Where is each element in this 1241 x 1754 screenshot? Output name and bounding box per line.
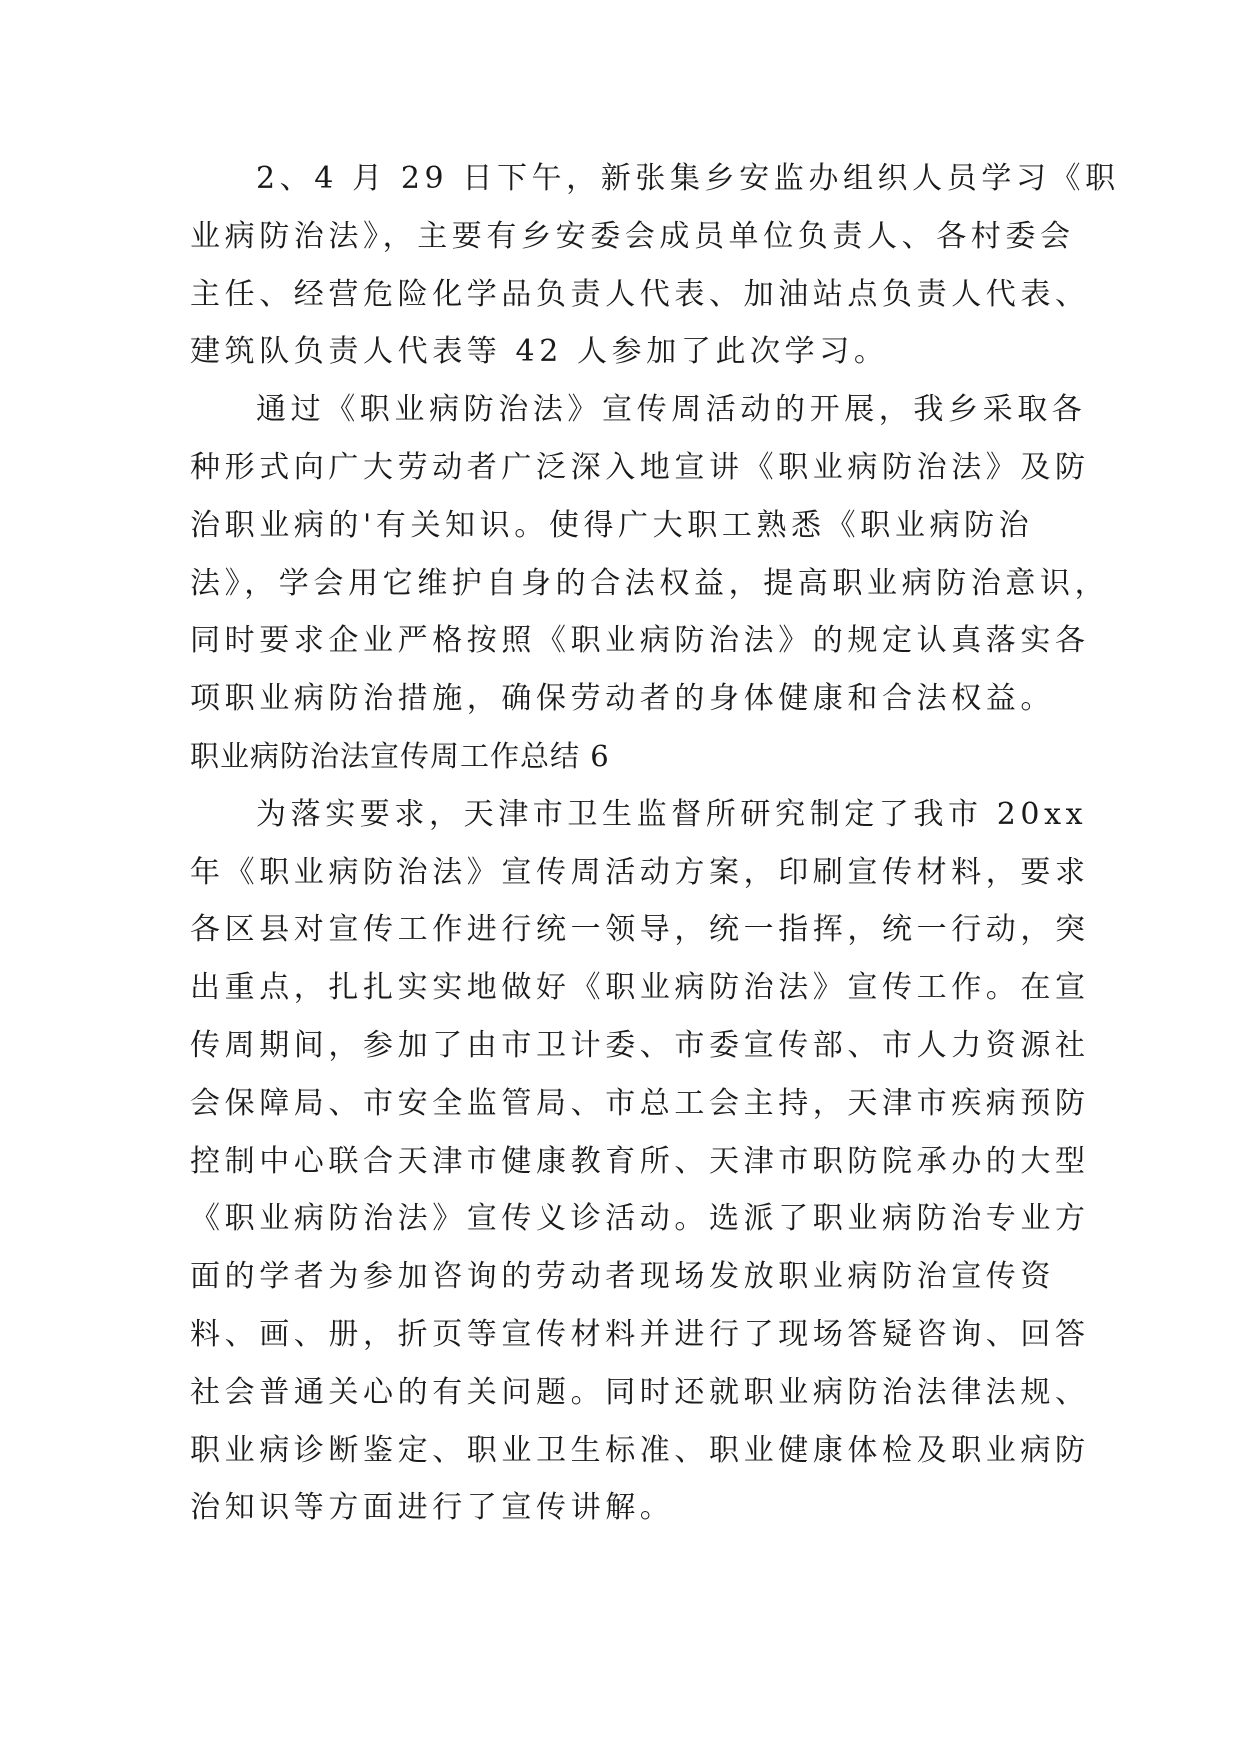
paragraph-3-line-3: 各区县对宣传工作进行统一领导，统一指挥，统一行动，突: [190, 912, 1090, 948]
paragraph-3-line-2: 年《职业病防治法》宣传周活动方案，印刷宣传材料，要求: [190, 854, 1090, 890]
section-heading: 职业病防治法宣传周工作总结 6: [190, 738, 610, 773]
paragraph-1-line-4: 建筑队负责人代表等 42 人参加了此次学习。: [190, 334, 889, 370]
paragraph-3-line-1: 为落实要求，天津市卫生监督所研究制定了我市 20xx: [256, 796, 1088, 832]
paragraph-3-line-13: 治知识等方面进行了宣传讲解。: [190, 1490, 675, 1526]
paragraph-3-line-8: 《职业病防治法》宣传义诊活动。选派了职业病防治专业方: [190, 1201, 1090, 1237]
paragraph-3-line-9: 面的学者为参加咨询的劳动者现场发放职业病防治宣传资: [190, 1259, 1055, 1295]
paragraph-2-line-3: 治职业病的'有关知识。使得广大职工熟悉《职业病防治: [190, 507, 1034, 543]
paragraph-2-line-4: 法》，学会用它维护自身的合法权益，提高职业病防治意识，: [190, 565, 1110, 601]
paragraph-3-line-12: 职业病诊断鉴定、职业卫生标准、职业健康体检及职业病防: [190, 1432, 1090, 1468]
paragraph-3-line-11: 社会普通关心的有关问题。同时还就职业病防治法律法规、: [190, 1374, 1090, 1410]
paragraph-1-line-1: 2、4 月 29 日下午，新张集乡安监办组织人员学习《职: [256, 161, 1120, 196]
paragraph-3-line-4: 出重点，扎扎实实地做好《职业病防治法》宣传工作。在宣: [190, 970, 1090, 1006]
paragraph-3-line-7: 控制中心联合天津市健康教育所、天津市职防院承办的大型: [190, 1143, 1090, 1179]
paragraph-2-line-6: 项职业病防治措施，确保劳动者的身体健康和合法权益。: [190, 681, 1055, 717]
document-body: [190, 150, 1120, 1537]
paragraph-3-line-5: 传周期间，参加了由市卫计委、市委宣传部、市人力资源社: [190, 1027, 1090, 1063]
paragraph-3-line-6: 会保障局、市安全监管局、市总工会主持，天津市疾病预防: [190, 1085, 1090, 1121]
paragraph-3-line-10: 料、画、册，折页等宣传材料并进行了现场答疑咨询、回答: [190, 1316, 1090, 1352]
paragraph-1-line-3: 主任、经营危险化学品负责人代表、加油站点负责人代表、: [190, 276, 1090, 312]
paragraph-1-line-2: 业病防治法》，主要有乡安委会成员单位负责人、各村委会: [190, 218, 1075, 254]
paragraph-2-line-2: 种形式向广大劳动者广泛深入地宣讲《职业病防治法》及防: [190, 449, 1090, 485]
paragraph-2-line-1: 通过《职业病防治法》宣传周活动的开展，我乡采取各: [256, 392, 1087, 428]
paragraph-2-line-5: 同时要求企业严格按照《职业病防治法》的规定认真落实各: [190, 623, 1090, 659]
